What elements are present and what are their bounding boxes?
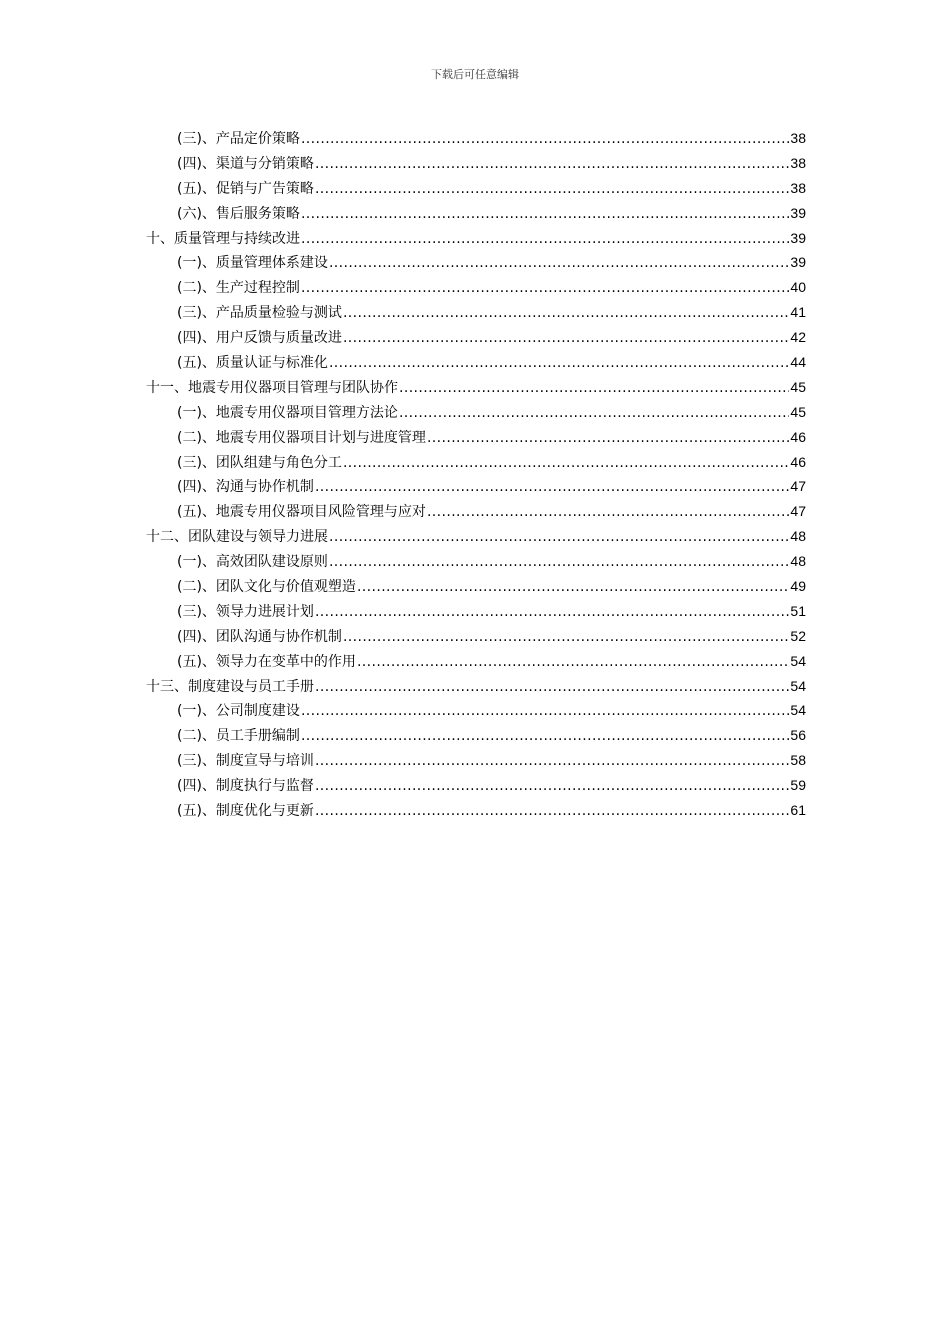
toc-section-entry[interactable] xyxy=(146,250,806,275)
toc-entry-title: (四)、用户反馈与质量改进 xyxy=(177,330,342,347)
toc-section-entry[interactable] xyxy=(146,300,806,325)
toc-entry-title: (二)、地震专用仪器项目计划与进度管理 xyxy=(177,429,426,446)
toc-entry-title: (三)、领导力进展计划 xyxy=(177,603,314,620)
toc-section-entry[interactable] xyxy=(146,474,806,499)
toc-page-number: 39 xyxy=(790,204,806,221)
toc-section-entry[interactable] xyxy=(146,599,806,624)
toc-page-number: 54 xyxy=(790,702,806,719)
toc-page-number: 41 xyxy=(790,304,806,321)
toc-section-entry[interactable] xyxy=(146,549,806,574)
toc-dot-leader xyxy=(301,724,789,749)
toc-entry-title: (一)、地震专用仪器项目管理方法论 xyxy=(177,404,398,421)
page-header: 下载后可任意编辑 xyxy=(431,68,519,81)
toc-page-number: 59 xyxy=(790,777,806,794)
toc-page-number: 48 xyxy=(790,528,806,545)
toc-page-number: 47 xyxy=(790,478,806,495)
toc-chapter-entry[interactable] xyxy=(146,524,806,549)
toc-section-entry[interactable] xyxy=(146,275,806,300)
toc-page-number: 48 xyxy=(790,553,806,570)
toc-dot-leader xyxy=(301,127,789,152)
toc-section-entry[interactable] xyxy=(146,201,806,226)
toc-entry-title: (三)、产品定价策略 xyxy=(177,131,300,147)
toc-entry-title: 十三、制度建设与员工手册 xyxy=(146,678,314,695)
toc-entry-title: (五)、地震专用仪器项目风险管理与应对 xyxy=(177,504,426,521)
toc-dot-leader xyxy=(329,525,789,550)
toc-dot-leader xyxy=(301,699,789,724)
toc-dot-leader xyxy=(301,202,789,227)
toc-chapter-entry[interactable] xyxy=(146,375,806,400)
toc-page-number: 54 xyxy=(790,677,806,694)
toc-page-number: 58 xyxy=(790,752,806,769)
toc-dot-leader xyxy=(357,650,789,675)
toc-dot-leader xyxy=(399,376,789,401)
toc-section-entry[interactable] xyxy=(146,176,806,201)
toc-section-entry[interactable] xyxy=(146,574,806,599)
toc-entry-title: (一)、质量管理体系建设 xyxy=(177,255,328,272)
toc-section-entry[interactable] xyxy=(146,425,806,450)
toc-dot-leader xyxy=(315,675,789,700)
toc-entry-title: (四)、沟通与协作机制 xyxy=(177,479,314,496)
toc-page-number: 44 xyxy=(790,354,806,371)
toc-section-entry[interactable] xyxy=(146,624,806,649)
toc-section-entry[interactable] xyxy=(146,773,806,798)
toc-page-number: 56 xyxy=(790,727,806,744)
toc-page-number: 46 xyxy=(790,428,806,445)
toc-entry-title: (六)、售后服务策略 xyxy=(177,205,300,222)
toc-page-number: 40 xyxy=(790,279,806,296)
toc-page-number: 39 xyxy=(790,229,806,246)
toc-dot-leader xyxy=(399,401,789,426)
toc-page-number: 51 xyxy=(790,602,806,619)
toc-section-entry[interactable] xyxy=(146,126,806,151)
toc-dot-leader xyxy=(357,575,789,600)
toc-entry-title: (五)、质量认证与标准化 xyxy=(177,355,328,372)
toc-section-entry[interactable] xyxy=(146,748,806,773)
table-of-contents xyxy=(146,126,806,823)
toc-section-entry[interactable] xyxy=(146,798,806,823)
toc-dot-leader xyxy=(315,799,789,824)
toc-chapter-entry[interactable] xyxy=(146,674,806,699)
toc-section-entry[interactable] xyxy=(146,649,806,674)
toc-section-entry[interactable] xyxy=(146,350,806,375)
toc-dot-leader xyxy=(329,351,789,376)
toc-dot-leader xyxy=(315,749,789,774)
toc-dot-leader xyxy=(301,227,789,252)
toc-entry-title: (三)、产品质量检验与测试 xyxy=(177,305,342,322)
toc-entry-title: (四)、团队沟通与协作机制 xyxy=(177,628,342,645)
toc-entry-title: (二)、生产过程控制 xyxy=(177,280,300,297)
toc-entry-title: (五)、促销与广告策略 xyxy=(177,180,314,197)
toc-entry-title: (四)、渠道与分销策略 xyxy=(177,155,314,172)
toc-entry-title: (二)、团队文化与价值观塑造 xyxy=(177,579,356,596)
toc-page-number: 45 xyxy=(790,378,806,395)
toc-entry-title: (三)、团队组建与角色分工 xyxy=(177,454,342,471)
toc-entry-title: 十一、地震专用仪器项目管理与团队协作 xyxy=(146,379,398,396)
toc-page-number: 46 xyxy=(790,453,806,470)
toc-section-entry[interactable] xyxy=(146,400,806,425)
toc-entry-title: (一)、公司制度建设 xyxy=(177,703,300,720)
toc-entry-title: 十二、团队建设与领导力进展 xyxy=(146,529,328,546)
toc-page-number: 49 xyxy=(790,578,806,595)
toc-dot-leader xyxy=(315,152,789,177)
toc-dot-leader xyxy=(427,500,789,525)
toc-page-number: 45 xyxy=(790,403,806,420)
toc-dot-leader xyxy=(343,326,789,351)
toc-entry-title: (五)、领导力在变革中的作用 xyxy=(177,653,356,670)
toc-section-entry[interactable] xyxy=(146,698,806,723)
toc-dot-leader xyxy=(315,600,789,625)
toc-entry-title: (四)、制度执行与监督 xyxy=(177,778,314,795)
toc-dot-leader xyxy=(427,426,789,451)
toc-page-number: 38 xyxy=(790,130,806,146)
toc-section-entry[interactable] xyxy=(146,499,806,524)
toc-page-number: 39 xyxy=(790,254,806,271)
toc-page-number: 52 xyxy=(790,627,806,644)
toc-page-number: 38 xyxy=(790,154,806,171)
toc-section-entry[interactable] xyxy=(146,325,806,350)
toc-entry-title: (一)、高效团队建设原则 xyxy=(177,554,328,571)
toc-page-number: 54 xyxy=(790,652,806,669)
toc-dot-leader xyxy=(301,276,789,301)
toc-dot-leader xyxy=(315,774,789,799)
toc-entry-title: 十、质量管理与持续改进 xyxy=(146,230,300,247)
toc-dot-leader xyxy=(329,550,789,575)
toc-dot-leader xyxy=(343,625,789,650)
toc-page-number: 47 xyxy=(790,503,806,520)
toc-page-number: 38 xyxy=(790,179,806,196)
toc-dot-leader xyxy=(315,475,789,500)
toc-section-entry[interactable] xyxy=(146,450,806,475)
toc-entry-title: (三)、制度宣导与培训 xyxy=(177,753,314,770)
toc-dot-leader xyxy=(343,451,789,476)
toc-page-number: 42 xyxy=(790,329,806,346)
toc-dot-leader xyxy=(315,177,789,202)
toc-dot-leader xyxy=(343,301,789,326)
toc-section-entry[interactable] xyxy=(146,723,806,748)
toc-dot-leader xyxy=(329,251,789,276)
toc-section-entry[interactable] xyxy=(146,151,806,176)
toc-page-number: 61 xyxy=(790,802,806,819)
toc-entry-title: (二)、员工手册编制 xyxy=(177,728,300,745)
toc-entry-title: (五)、制度优化与更新 xyxy=(177,803,314,820)
toc-chapter-entry[interactable] xyxy=(146,226,806,251)
